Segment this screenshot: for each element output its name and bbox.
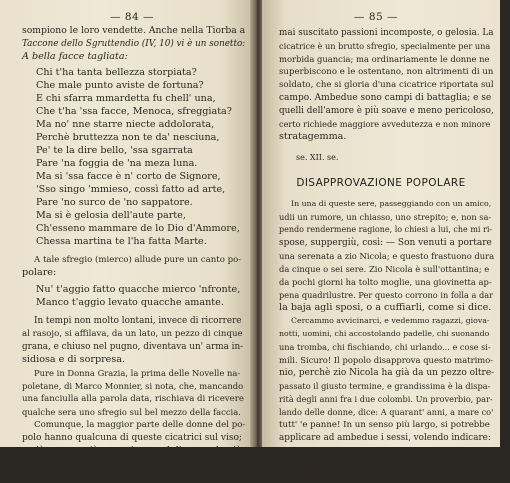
text-line: mai suscitato passioni incomposte, o gelosia. La (279, 28, 494, 38)
verse-line: Ma si 'ssa facce è n' corto de Signore, (36, 171, 221, 182)
text-line: da cinque o sei sere. Zio Nicola è sull'ottantina; e (279, 264, 490, 274)
verse-line: Ma si è gelosia dell'aute parte, (36, 210, 186, 221)
verse-line: Chi t'ha tanta bellezza storpiata? (36, 67, 197, 78)
text-line: polo hanno qualcuna di queste cicatrici sul viso; (22, 433, 242, 443)
text-line: una tromba, chi fischiando, chi urlando... e cose si- (279, 342, 491, 352)
text-line: rità degli anni fra i due colombi. Un proverbio, par- (279, 394, 493, 404)
text-line: udii un rumore, un chiasso, uno strepito; e, non sa- (279, 212, 492, 222)
text-line: una serenata a zio Nicola; e questo frastuono dura (279, 251, 495, 261)
text-line: poletane, di Marco Monnier, si nota, che, mancando (22, 381, 244, 391)
text-line: e più sono, e più son prive, vuol dire, per lo più, (22, 445, 245, 456)
left-page-number: — 84 — (110, 11, 155, 23)
text-line: In una di queste sere, passeggiando con un amico, (291, 199, 492, 208)
text-line: una fanciulla alla parola data, rischiava di ricevere (22, 394, 244, 404)
text-line: Pure in Donna Grazia, la prima delle Novelle na- (34, 368, 241, 378)
verse-line: Manco t'aggio levato quacche amante. (36, 297, 224, 308)
right-page (262, 0, 500, 482)
text-line: campo. Ambedue sono campi di battaglia; e se (279, 93, 492, 103)
text-line: spose, suppergiù, così: — Son venuti a portare (279, 238, 492, 248)
verse-line: Perchè bruttezza non te da' nesciuna, (36, 132, 220, 143)
verse-line: Che t'ha 'ssa facce, Menoca, sfreggiata? (36, 106, 232, 117)
text-line: Comunque, la maggior parte delle donne del po- (34, 420, 246, 430)
text-line: da pochi giorni ha tolto moglie, una giovinetta ap- (279, 277, 492, 287)
verse-line: Pare 'no surco de 'no sappatore. (36, 197, 193, 208)
text-line: Cercammo avvicinarci, e vedemmo ragazzi, giova- (291, 316, 490, 325)
text-line: sidiosa e di sorpresa. (22, 354, 126, 365)
text-line: applicare ad ambedue i sessi, volendo indicare: (279, 433, 491, 443)
text-line: Taccone dello Sgruttendio (IV, 10) vi è un sonetto: (22, 39, 246, 49)
chapter-heading: DISAPPROVAZIONE POPOLARE (296, 177, 466, 189)
text-line: mili. Sicuro! Il popolo disapprova questo matrimo- (279, 355, 494, 365)
verse-line: Chessa martina te l'ha fatta Marte. (36, 236, 207, 247)
verse-line: E chi sfarra mmardetta fu chell' una, (36, 93, 216, 104)
text-line: cicatrice è un brutto sfregio, specialmente per una (279, 41, 491, 51)
text-line: In tempi non molto lontani, invece di ricorrere (34, 316, 242, 326)
text-line: notti, uomini, chi accostolando padelle, chi suonando (279, 329, 490, 338)
text-line: morbida guancia; ma ordinariamente le donne ne (279, 54, 490, 64)
verse-line: 'Sso singo 'mmieso, cossì fatto ad arte, (36, 184, 226, 195)
text-line: che, ad una certa età, il matrimonio è un assurdo; e (279, 446, 494, 456)
verse-line: Pare 'na foggia de 'na meza luna. (36, 158, 198, 169)
text-line: qualche sera uno sfregio sul bel mezzo della faccia. (22, 407, 241, 417)
text-line: certo richiede maggiore avvedutezza e non minore (279, 119, 491, 129)
chapter-signature: se. XII. se. (296, 153, 339, 162)
text-line: la baja agli sposi, o a cuffiarli, come si dice. (279, 302, 492, 313)
text-line: quelli dell'amore è più soave e meno pericoloso, (279, 106, 494, 116)
verse-line: Ma no' nne starre niecte addolorata, (36, 119, 215, 130)
text-line: grana, e chiuso nel pugno, diventava un' arma in- (22, 342, 244, 352)
left-page (0, 0, 252, 469)
text-line: A bella facce tagliata: (22, 51, 128, 62)
right-page-number: — 85 — (354, 11, 399, 23)
text-line: polare: (22, 267, 57, 278)
verse-line: Ch'esseno mammare de lo Dio d'Ammore, (36, 223, 240, 234)
text-line: sompiono le loro vendette. Anche nella Tiorba a (22, 25, 246, 36)
text-line: tutt' 'e panne! In un senso più largo, si potrebbe (279, 420, 490, 430)
text-line: che, invece di apparecchiarsi il letto nuziale, biso- (279, 459, 493, 469)
verse-line: Che male punto aviste de fortuna? (36, 80, 204, 91)
text-line: superbiscono e le ostentano, non altrimenti di un (279, 67, 494, 77)
text-line: lando delle donne, dice: A quarant' anni, a mare co' (279, 407, 494, 417)
text-line: pendo rendermene ragione, lo chiesi a lui, che mi ri- (279, 225, 493, 234)
text-line: pena quadrilustre. Per questo corrono in folla a dar (279, 290, 494, 300)
text-line: stratagemma. (279, 131, 347, 142)
verse-line: Pe' te la dire bello, 'ssa sgarrata (36, 145, 193, 156)
text-line: gnerebbe pensare a riedere alla gran madre antica. (279, 472, 495, 482)
text-line: o non sono state mai belle, o che non hanno (22, 458, 236, 469)
text-line: nio, perchè zio Nicola ha già da un pezzo oltre- (279, 368, 495, 378)
verse-line: Nu' t'aggio fatto quacche mierco 'nfronte, (36, 284, 241, 295)
text-line: soldato, che si gloria d'una cicatrice riportata sul (279, 80, 494, 90)
text-line: al rasojo, si affilava, da un lato, un pezzo di cinque (22, 329, 243, 339)
text-line: A tale sfregio (mierco) allude pure un canto po- (34, 255, 242, 265)
text-line: passato il giusto termine, e grandissima è la dispa- (279, 381, 491, 391)
